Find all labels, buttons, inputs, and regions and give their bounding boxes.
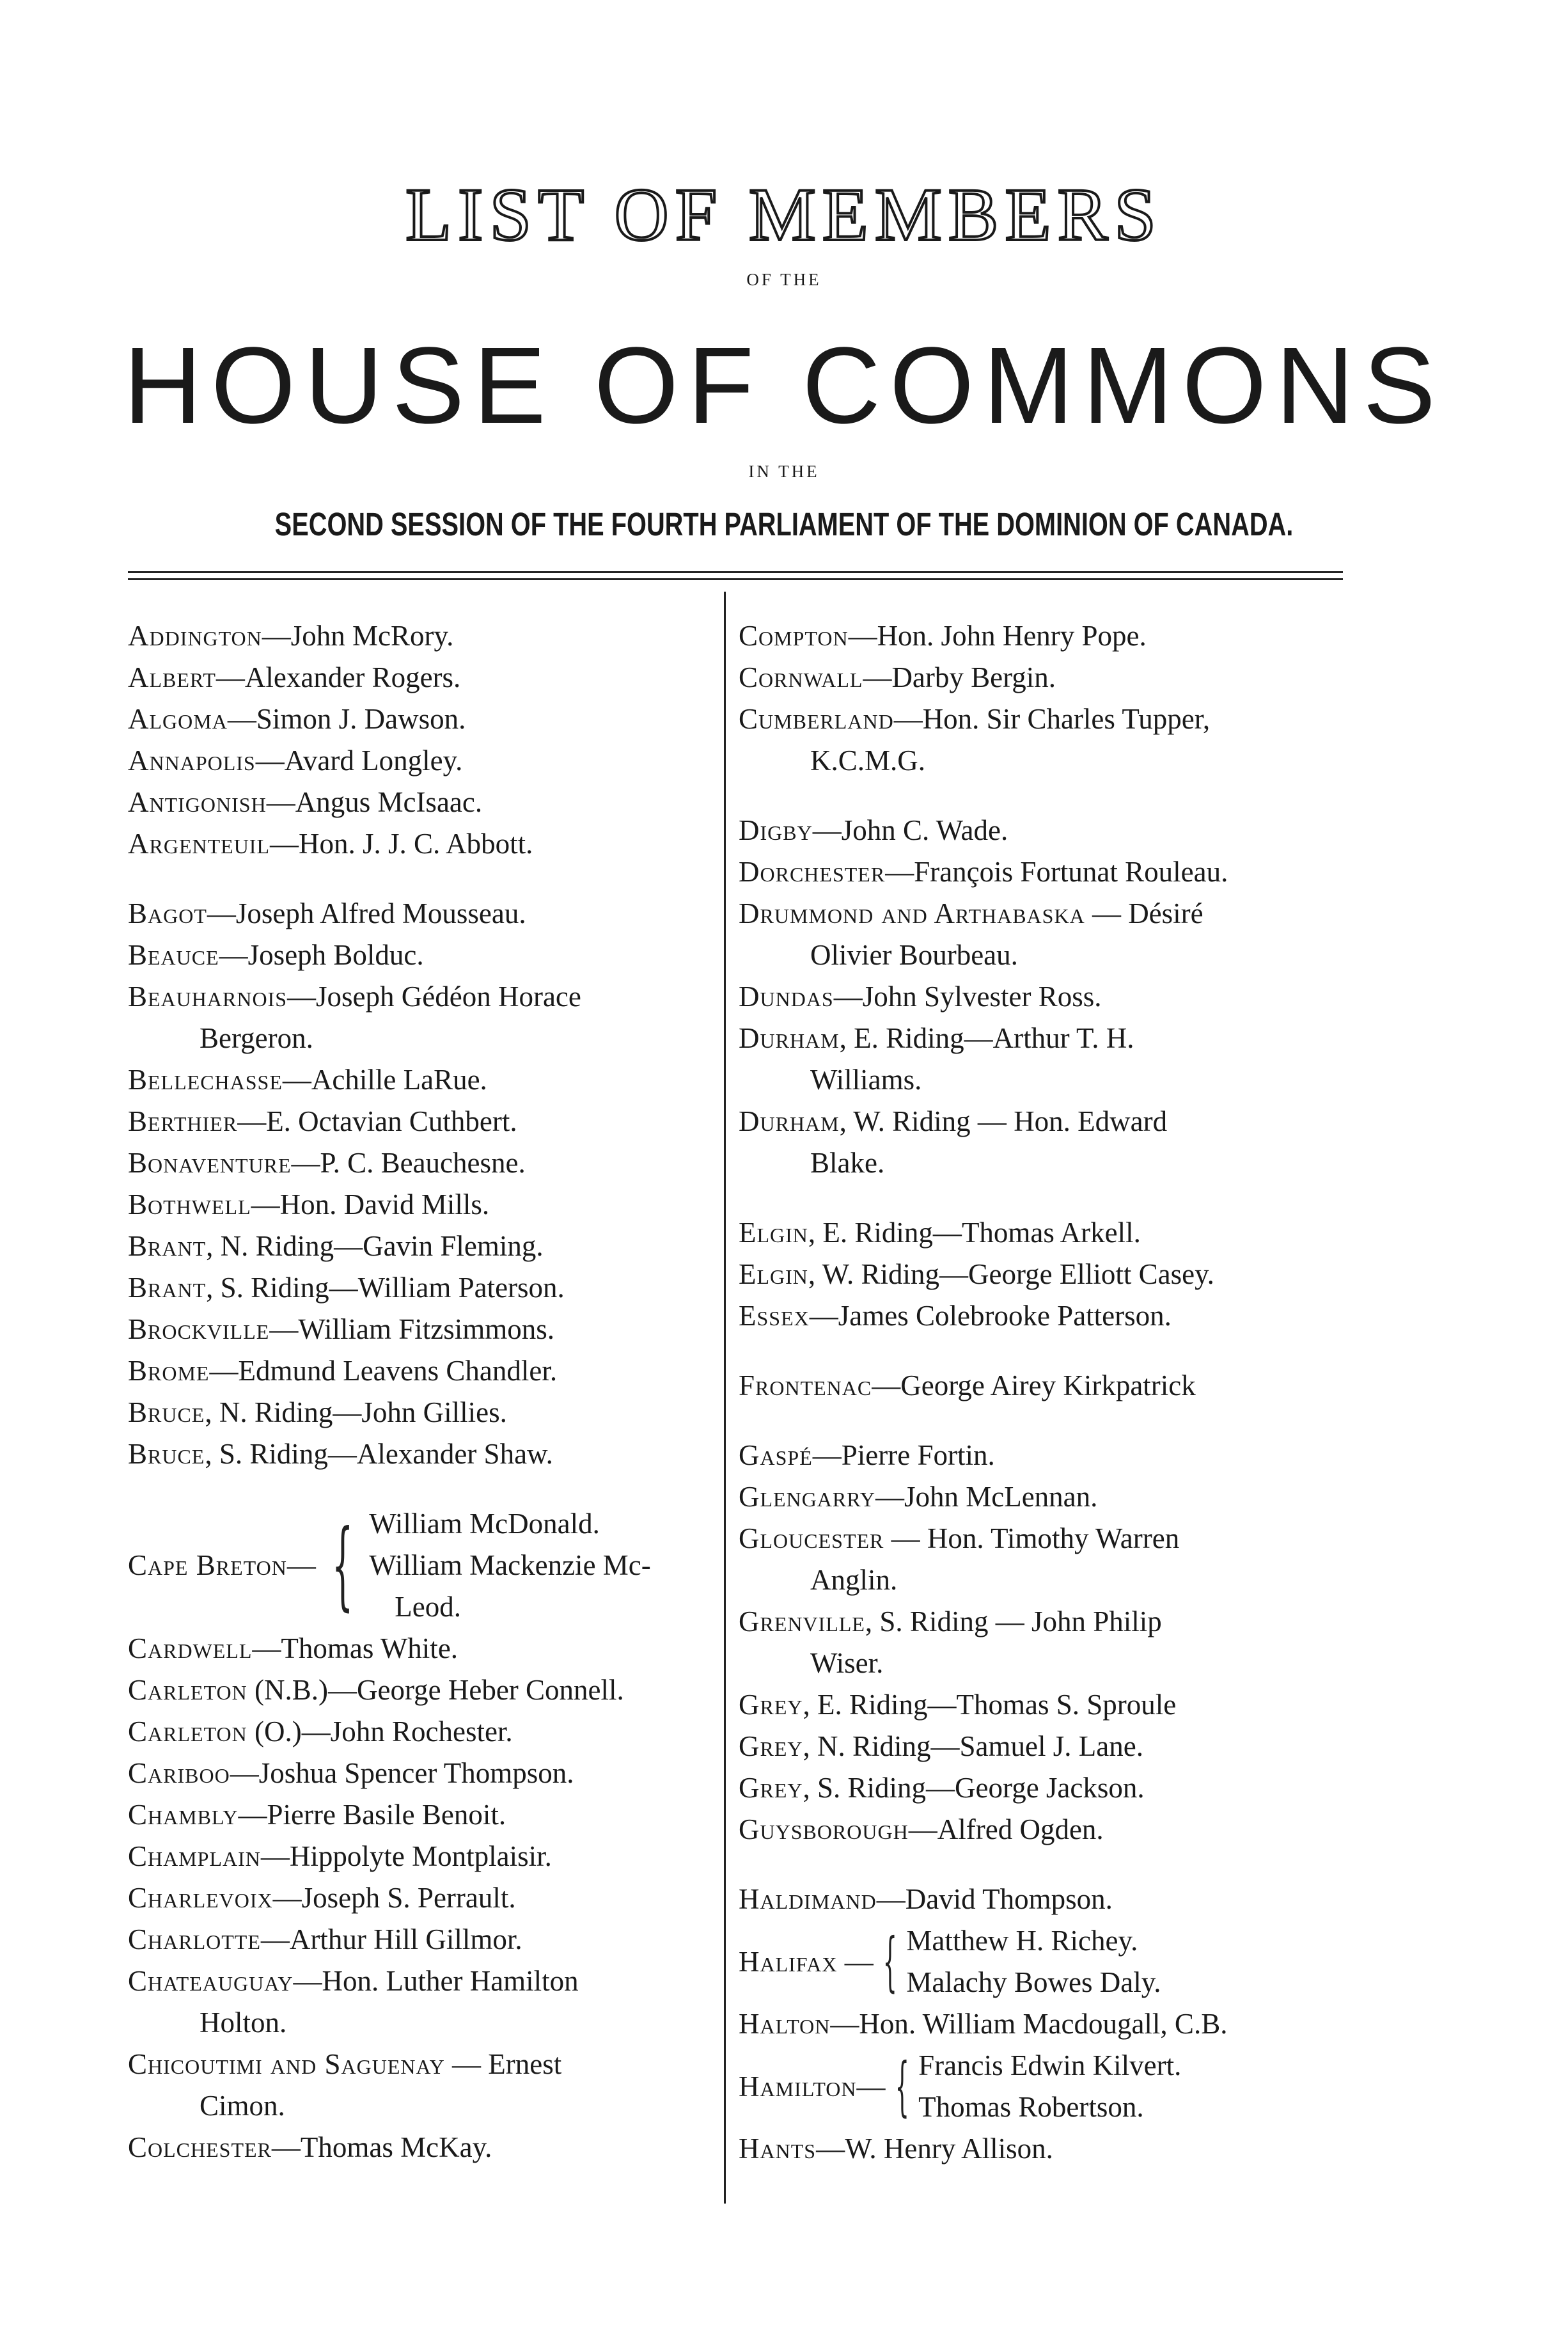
member: James Colebrooke Patterson. — [838, 1300, 1172, 1332]
separator: — — [863, 661, 892, 693]
session-title: SECOND SESSION OF THE FOURTH PARLIAMENT OF THE DOMINION OF CANADA. — [274, 506, 1294, 542]
list-item — [128, 657, 710, 698]
constituency: Hants — [739, 2133, 817, 2165]
list-item-hamilton — [739, 2045, 1333, 2128]
member: William Fitzsimmons. — [298, 1313, 555, 1345]
constituency: Grenville — [739, 1605, 865, 1637]
member: Arthur T. H. — [992, 1022, 1134, 1054]
separator: — — [833, 981, 863, 1013]
constituency: Brant — [128, 1230, 207, 1262]
constituency: Digby — [739, 814, 813, 846]
constituency: Elgin — [739, 1217, 808, 1249]
member: Francis Edwin Kilvert. — [918, 2049, 1182, 2081]
list-item — [739, 810, 1333, 851]
constituency: Champlain — [128, 1840, 261, 1872]
constituency: Dorchester — [739, 856, 886, 888]
member: Hon. David Mills. — [279, 1188, 490, 1220]
list-item — [128, 740, 710, 782]
list-item — [128, 1960, 710, 2044]
separator: — — [876, 1883, 906, 1915]
member: John McRory. — [290, 620, 454, 652]
constituency: Essex — [739, 1300, 810, 1332]
member: Hon. John Henry Pope. — [877, 620, 1147, 652]
member: John McLennan. — [904, 1481, 1098, 1513]
separator: — — [251, 1188, 280, 1220]
list-item — [128, 1669, 710, 1711]
list-item — [128, 1628, 710, 1669]
separator: — — [252, 1632, 281, 1664]
separator: — — [219, 939, 248, 971]
list-item — [128, 1350, 710, 1392]
list-item — [128, 1753, 710, 1794]
constituency: Brome — [128, 1355, 210, 1387]
constituency: Durham — [739, 1105, 840, 1137]
list-item-halifax — [739, 1920, 1333, 2003]
brace-glyph: { — [331, 1510, 354, 1621]
constituency: Colchester — [128, 2131, 272, 2163]
constituency: Chateauguay — [128, 1965, 294, 1997]
member: Matthew H. Richey. — [906, 1925, 1138, 1957]
member: Hon. Edward — [1014, 1105, 1168, 1137]
list-item — [739, 1767, 1333, 1809]
constituency: Albert — [128, 661, 216, 693]
constituency: Antigonish — [128, 786, 267, 818]
member: Alfred Ogden. — [937, 1813, 1104, 1845]
separator: , S. Riding— — [206, 1272, 358, 1304]
separator: — — [812, 1439, 842, 1471]
list-item — [128, 1059, 710, 1101]
member: Joseph Alfred Mousseau. — [235, 897, 526, 929]
left-column — [128, 615, 710, 2168]
brace-glyph: { — [882, 1924, 897, 1999]
list-item — [739, 2128, 1333, 2170]
constituency: Gloucester — [739, 1522, 884, 1554]
separator: — — [893, 703, 923, 735]
constituency: Cariboo — [128, 1757, 230, 1789]
list-item — [739, 615, 1333, 657]
top-rule — [128, 571, 1343, 573]
separator: — — [885, 856, 914, 888]
member: Malachy Bowes Daly. — [906, 1966, 1161, 1998]
member: Thomas White. — [281, 1632, 459, 1664]
list-item — [739, 2003, 1333, 2045]
constituency: Gaspé — [739, 1439, 813, 1471]
member: Pierre Basile Benoit. — [267, 1799, 506, 1831]
member-continuation: Blake. — [810, 1147, 885, 1179]
member: E. Octavian Cuthbert. — [266, 1105, 517, 1137]
list-item — [128, 1142, 710, 1184]
constituency: Charlotte — [128, 1923, 261, 1955]
member-continuation: Cimon. — [200, 2090, 285, 2122]
member: Hippolyte Montplaisir. — [289, 1840, 552, 1872]
separator: — — [260, 1840, 290, 1872]
member: Angus McIsaac. — [295, 786, 483, 818]
list-item — [128, 1226, 710, 1267]
constituency: Drummond and Arthabaska — [739, 897, 1085, 929]
constituency: Hamilton — [739, 2070, 857, 2102]
member: Hon. William Macdougall, C.B. — [859, 2008, 1228, 2040]
separator: — — [227, 703, 256, 735]
of-the-label: OF THE — [746, 270, 822, 289]
list-item — [739, 851, 1333, 893]
member: Hon. Luther Hamilton — [322, 1965, 579, 1997]
member: Joshua Spencer Thompson. — [258, 1757, 574, 1789]
member-group — [918, 2045, 1181, 2128]
constituency: Chambly — [128, 1799, 239, 1831]
separator: (N.B.)— — [247, 1674, 357, 1706]
list-item — [739, 1726, 1333, 1767]
top-rule-double — [128, 578, 1343, 580]
list-item — [739, 657, 1333, 698]
list-item — [739, 1435, 1333, 1476]
section-gap — [739, 1850, 1333, 1879]
constituency: Grey — [739, 1730, 803, 1762]
separator: — — [269, 1313, 299, 1345]
list-item — [739, 698, 1333, 782]
list-item — [128, 2127, 710, 2168]
member: Hon. Timothy Warren — [927, 1522, 1180, 1554]
constituency: Charlevoix — [128, 1882, 273, 1914]
member: Edmund Leavens Chandler. — [238, 1355, 558, 1387]
member: David Thompson. — [905, 1883, 1113, 1915]
list-item — [128, 935, 710, 976]
constituency: Beauce — [128, 939, 219, 971]
list-item — [739, 1101, 1333, 1184]
section-gap — [128, 1475, 710, 1503]
member: Ernest — [488, 2048, 562, 2080]
member: John Philip — [1031, 1605, 1162, 1637]
member-continuation: Leod. — [395, 1591, 461, 1623]
list-item — [739, 1018, 1333, 1101]
list-item — [128, 782, 710, 823]
member: Alexander Shaw. — [356, 1438, 553, 1470]
list-item — [128, 976, 710, 1059]
list-item — [739, 1476, 1333, 1518]
separator: — — [237, 1105, 267, 1137]
list-item — [128, 1392, 710, 1433]
separator: — — [255, 745, 285, 777]
constituency: Carleton — [128, 1716, 247, 1747]
member-continuation: Anglin. — [810, 1564, 898, 1596]
list-item — [128, 1794, 710, 1836]
section-gap — [739, 782, 1333, 810]
list-item — [128, 1101, 710, 1142]
constituency: Cornwall — [739, 661, 863, 693]
member: W. Henry Allison. — [845, 2133, 1053, 2165]
list-item — [739, 1212, 1333, 1254]
member-continuation: Bergeron. — [200, 1022, 313, 1054]
constituency: Bellechasse — [128, 1064, 283, 1096]
separator: — — [286, 1549, 316, 1581]
member: George Jackson. — [955, 1772, 1145, 1804]
separator: — — [260, 1923, 290, 1955]
list-item — [128, 615, 710, 657]
section-gap — [739, 1407, 1333, 1435]
list-item — [739, 1254, 1333, 1295]
separator: — — [271, 2131, 301, 2163]
separator: — — [908, 1813, 937, 1845]
list-item — [739, 1295, 1333, 1337]
constituency: Cumberland — [739, 703, 894, 735]
separator: , E. Riding— — [839, 1022, 993, 1054]
separator: , S. Riding — — [865, 1605, 1031, 1637]
member: Désiré — [1128, 897, 1203, 929]
member-group — [369, 1503, 651, 1628]
constituency: Frontenac — [739, 1369, 872, 1401]
constituency: Cape Breton — [128, 1549, 287, 1581]
separator: — — [209, 1355, 239, 1387]
section-gap — [739, 1337, 1333, 1365]
member: Thomas Robertson. — [918, 2091, 1144, 2123]
constituency: Chicoutimi and Saguenay — [128, 2048, 445, 2080]
list-item-cape-breton — [128, 1503, 710, 1628]
member: John C. Wade. — [841, 814, 1008, 846]
separator: — — [848, 620, 877, 652]
list-item — [128, 1184, 710, 1226]
separator: — — [872, 1369, 901, 1401]
separator: — — [207, 897, 236, 929]
right-column — [739, 615, 1333, 2170]
list-item — [128, 1711, 710, 1753]
list-item — [128, 1309, 710, 1350]
list-item — [128, 1836, 710, 1877]
list-item — [128, 1267, 710, 1309]
constituency: Bruce — [128, 1396, 205, 1428]
member: Samuel J. Lane. — [959, 1730, 1143, 1762]
constituency: Beauharnois — [128, 981, 288, 1013]
list-item — [739, 976, 1333, 1018]
separator: — — [282, 1064, 311, 1096]
constituency: Grey — [739, 1772, 803, 1804]
member: George Airey Kirkpatrick — [900, 1369, 1196, 1401]
member-continuation: Holton. — [200, 2007, 287, 2039]
member: Arthur Hill Gillmor. — [289, 1923, 522, 1955]
list-item — [128, 698, 710, 740]
member: William Paterson. — [357, 1272, 565, 1304]
member: John Gillies. — [361, 1396, 507, 1428]
member-group — [906, 1920, 1161, 2003]
constituency: Halifax — [739, 1945, 838, 1978]
separator: — — [266, 786, 295, 818]
in-the-label: IN THE — [748, 462, 820, 481]
constituency: Bruce — [128, 1438, 205, 1470]
separator: (O.)— — [247, 1716, 331, 1747]
member: Joseph Bolduc. — [247, 939, 424, 971]
member: George Elliott Casey. — [968, 1258, 1214, 1290]
member: Avard Longley. — [284, 745, 463, 777]
constituency: Argenteuil — [128, 828, 270, 860]
constituency: Annapolis — [128, 745, 256, 777]
member: Achille LaRue. — [311, 1064, 487, 1096]
member-continuation: Wiser. — [810, 1647, 884, 1679]
member: Thomas Arkell. — [961, 1217, 1141, 1249]
separator: — — [238, 1799, 267, 1831]
constituency: Haldimand — [739, 1883, 877, 1915]
constituency: Durham — [739, 1022, 840, 1054]
separator: — — [875, 1481, 904, 1513]
member: Gavin Fleming. — [363, 1230, 544, 1262]
column-divider — [724, 592, 726, 2204]
separator: , N. Riding— — [206, 1230, 363, 1262]
list-item — [739, 1518, 1333, 1601]
constituency: Guysborough — [739, 1813, 909, 1845]
constituency: Elgin — [739, 1258, 808, 1290]
constituency: Brant — [128, 1272, 207, 1304]
list-item — [128, 1433, 710, 1475]
member: Joseph Gédéon Horace — [316, 981, 581, 1013]
constituency: Brockville — [128, 1313, 270, 1345]
separator: — — [272, 1882, 302, 1914]
constituency: Halton — [739, 2008, 831, 2040]
constituency: Compton — [739, 620, 849, 652]
constituency: Addington — [128, 620, 262, 652]
list-item — [128, 893, 710, 935]
member: Hon. Sir Charles Tupper, — [922, 703, 1211, 735]
list-item — [739, 1879, 1333, 1920]
separator: — — [270, 828, 299, 860]
separator: — — [884, 1522, 927, 1554]
member: George Heber Connell. — [356, 1674, 624, 1706]
member: John Rochester. — [330, 1716, 513, 1747]
separator: , W. Riding— — [808, 1258, 968, 1290]
separator: — — [1085, 897, 1129, 929]
member: Thomas S. Sproule — [956, 1689, 1177, 1721]
member: Darby Bergin. — [891, 661, 1056, 693]
constituency: Carleton — [128, 1674, 247, 1706]
main-title: HOUSE OF COMMONS — [123, 325, 1445, 446]
member: Pierre Fortin. — [841, 1439, 995, 1471]
constituency: Algoma — [128, 703, 228, 735]
list-item — [128, 1919, 710, 1960]
constituency: Bagot — [128, 897, 207, 929]
member-continuation: Olivier Bourbeau. — [810, 939, 1018, 971]
member: P. C. Beauchesne. — [320, 1147, 526, 1179]
member: Alexander Rogers. — [244, 661, 461, 693]
section-gap — [739, 1184, 1333, 1212]
list-item — [739, 1684, 1333, 1726]
member: William Mackenzie Mc- — [369, 1549, 651, 1581]
separator: — — [809, 1300, 838, 1332]
member: John Sylvester Ross. — [862, 981, 1102, 1013]
list-item — [128, 1877, 710, 1919]
separator: — — [856, 2070, 886, 2102]
member: Hon. J. J. C. Abbott. — [299, 828, 533, 860]
constituency: Grey — [739, 1689, 803, 1721]
list-title: LIST OF MEMBERS — [405, 173, 1163, 256]
list-item — [739, 893, 1333, 976]
separator: — — [287, 981, 317, 1013]
member: Simon J. Dawson. — [256, 703, 466, 735]
separator: — — [816, 2133, 845, 2165]
separator: — — [830, 2008, 859, 2040]
separator: — — [812, 814, 842, 846]
separator: — — [262, 620, 291, 652]
member: Joseph S. Perrault. — [301, 1882, 516, 1914]
separator: — — [291, 1147, 320, 1179]
constituency: Bonaventure — [128, 1147, 292, 1179]
constituency: Cardwell — [128, 1632, 253, 1664]
section-gap — [128, 865, 710, 893]
separator: , W. Riding — — [839, 1105, 1014, 1137]
separator: , N. Riding— — [205, 1396, 362, 1428]
separator: , E. Riding— — [808, 1217, 962, 1249]
list-item — [739, 1365, 1333, 1407]
member-continuation: K.C.M.G. — [810, 745, 926, 777]
separator: — — [230, 1757, 259, 1789]
brace-glyph: { — [895, 2049, 909, 2124]
member: François Fortunat Rouleau. — [914, 856, 1228, 888]
list-item — [739, 1809, 1333, 1850]
list-item — [128, 823, 710, 865]
list-item — [128, 2044, 710, 2127]
separator: , E. Riding— — [803, 1689, 957, 1721]
constituency: Glengarry — [739, 1481, 875, 1513]
constituency: Dundas — [739, 981, 834, 1013]
separator: — — [444, 2048, 489, 2080]
separator: — — [293, 1965, 322, 1997]
separator: , S. Riding— — [803, 1772, 955, 1804]
member: Thomas McKay. — [300, 2131, 492, 2163]
separator: — — [216, 661, 245, 693]
member-continuation: Williams. — [810, 1064, 922, 1096]
constituency: Bothwell — [128, 1188, 251, 1220]
separator: , N. Riding— — [803, 1730, 960, 1762]
separator: — — [837, 1945, 874, 1978]
constituency: Berthier — [128, 1105, 238, 1137]
list-item — [739, 1601, 1333, 1684]
separator: , S. Riding— — [205, 1438, 357, 1470]
member: William McDonald. — [369, 1508, 600, 1540]
